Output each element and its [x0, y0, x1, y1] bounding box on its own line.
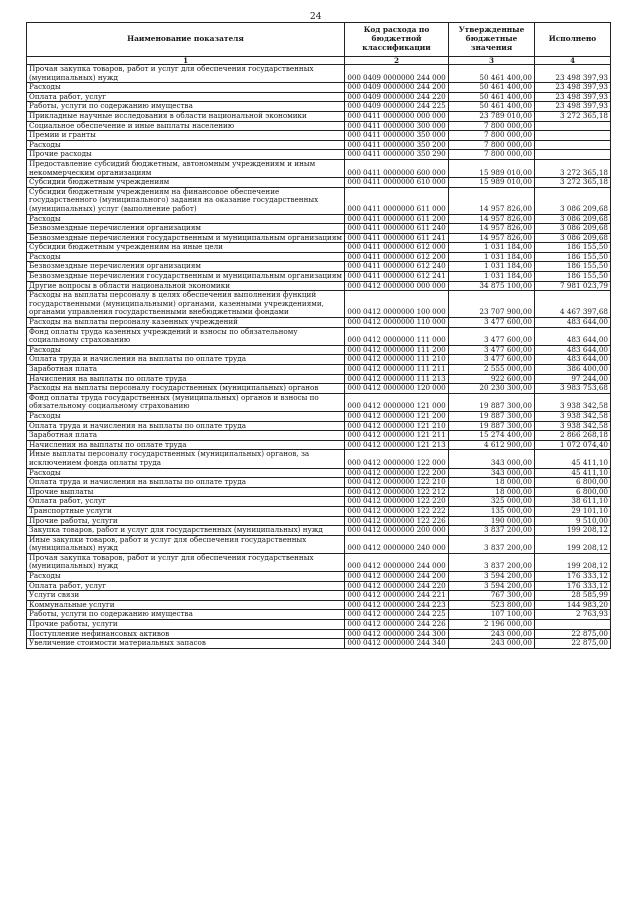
cell-executed: 3 272 365,18 — [535, 111, 611, 121]
cell-approved: 14 957 826,00 — [449, 224, 535, 234]
table-row — [27, 327, 611, 345]
cell-approved: 3 477 600,00 — [449, 318, 535, 328]
cell-code: 000 0412 0000000 121 213 — [345, 440, 449, 450]
cell-code: 000 0412 0000000 121 210 — [345, 421, 449, 431]
cell-code: 000 0411 0000000 300 000 — [345, 121, 449, 131]
cell-executed: 3 086 209,68 — [535, 187, 611, 214]
cell-name: Оплата труда и начисления на выплаты по оплате труда — [27, 478, 345, 488]
table-row — [27, 214, 611, 224]
cell-executed: 97 244,00 — [535, 374, 611, 384]
table-row — [27, 620, 611, 630]
header-approved: Утвержденные бюджетные значения — [449, 23, 535, 57]
cell-approved: 523 800,00 — [449, 600, 535, 610]
cell-approved: 50 461 400,00 — [449, 65, 535, 83]
cell-executed: 186 155,50 — [535, 262, 611, 272]
cell-approved: 15 989 010,00 — [449, 159, 535, 177]
cell-executed: 199 208,12 — [535, 526, 611, 536]
table-row — [27, 384, 611, 394]
cell-executed: 176 333,12 — [535, 581, 611, 591]
cell-code: 000 0411 0000000 612 200 — [345, 252, 449, 262]
cell-code: 000 0412 0000000 121 211 — [345, 431, 449, 441]
cell-executed: 3 983 753,68 — [535, 384, 611, 394]
cell-approved: 325 000,00 — [449, 497, 535, 507]
cell-code: 000 0412 0000000 122 212 — [345, 487, 449, 497]
cell-code: 000 0412 0000000 244 220 — [345, 581, 449, 591]
cell-name: Безвозмездные перечисления организациям — [27, 262, 345, 272]
cell-executed: 1 072 074,40 — [535, 440, 611, 450]
cell-name: Иные закупки товаров, работ и услуг для обеспечения государственных (муниципальных) нужд — [27, 535, 345, 553]
table-row — [27, 610, 611, 620]
table-row — [27, 581, 611, 591]
cell-approved: 190 000,00 — [449, 516, 535, 526]
cell-code: 000 0412 0000000 120 000 — [345, 384, 449, 394]
cell-name: Прочие работы, услуги — [27, 620, 345, 630]
cell-approved: 15 274 400,00 — [449, 431, 535, 441]
cell-executed: 3 086 209,68 — [535, 233, 611, 243]
cell-approved: 3 477 600,00 — [449, 345, 535, 355]
cell-executed: 28 585,99 — [535, 591, 611, 601]
cell-name: Фонд оплаты труда государственных (муниципальных) органов и взносы по обязательному социальному страхованию — [27, 393, 345, 411]
cell-name: Оплата работ, услуг — [27, 581, 345, 591]
cell-approved: 19 887 300,00 — [449, 421, 535, 431]
cell-name: Прочие выплаты — [27, 487, 345, 497]
cell-name: Расходы — [27, 572, 345, 582]
column-number: 2 — [345, 57, 449, 65]
column-number: 1 — [27, 57, 345, 65]
cell-executed: 186 155,50 — [535, 252, 611, 262]
cell-name: Социальное обеспечение и иные выплаты населению — [27, 121, 345, 131]
cell-code: 000 0412 0000000 100 000 — [345, 291, 449, 318]
cell-executed: 199 208,12 — [535, 535, 611, 553]
cell-name: Безвозмездные перечисления государственным и муниципальным организациям — [27, 272, 345, 282]
cell-approved: 50 461 400,00 — [449, 83, 535, 93]
cell-name: Начисления на выплаты по оплате труда — [27, 374, 345, 384]
cell-executed: 176 333,12 — [535, 572, 611, 582]
table-row — [27, 591, 611, 601]
cell-code: 000 0411 0000000 612 240 — [345, 262, 449, 272]
cell-code: 000 0409 0000000 244 000 — [345, 65, 449, 83]
cell-name: Другие вопросы в области национальной экономики — [27, 281, 345, 291]
page-number: 24 — [310, 12, 322, 22]
cell-executed: 6 800,00 — [535, 487, 611, 497]
cell-code: 000 0411 0000000 000 000 — [345, 111, 449, 121]
cell-name: Услуги связи — [27, 591, 345, 601]
cell-code: 000 0411 0000000 600 000 — [345, 159, 449, 177]
cell-executed: 2 866 268,18 — [535, 431, 611, 441]
cell-executed: 3 086 209,68 — [535, 224, 611, 234]
table-row — [27, 487, 611, 497]
table-row — [27, 393, 611, 411]
cell-code: 000 0411 0000000 611 240 — [345, 224, 449, 234]
cell-code: 000 0412 0000000 122 220 — [345, 497, 449, 507]
cell-name: Расходы — [27, 252, 345, 262]
table-row — [27, 365, 611, 375]
cell-name: Фонд оплаты труда казенных учреждений и взносы по обязательному социальному страхованию — [27, 327, 345, 345]
cell-name: Транспортные услуги — [27, 506, 345, 516]
cell-executed: 186 155,50 — [535, 243, 611, 253]
cell-approved: 15 989 010,00 — [449, 178, 535, 188]
cell-executed: 483 644,00 — [535, 327, 611, 345]
table-row — [27, 411, 611, 421]
header-executed: Исполнено — [535, 23, 611, 57]
column-number-row — [27, 57, 611, 65]
cell-approved: 3 477 600,00 — [449, 355, 535, 365]
cell-executed: 22 875,00 — [535, 639, 611, 649]
cell-name: Прочая закупка товаров, работ и услуг для обеспечения государственных (муниципальных) нужд — [27, 553, 345, 571]
cell-approved: 14 957 826,00 — [449, 214, 535, 224]
cell-name: Работы, услуги по содержанию имущества — [27, 610, 345, 620]
cell-name: Закупка товаров, работ и услуг для государственных (муниципальных) нужд — [27, 526, 345, 536]
cell-code: 000 0411 0000000 612 241 — [345, 272, 449, 282]
cell-approved: 243 000,00 — [449, 629, 535, 639]
cell-approved: 7 800 000,00 — [449, 140, 535, 150]
table-row — [27, 131, 611, 141]
cell-name: Иные выплаты персоналу государственных (муниципальных) органов, за исключением фонда оплаты труда — [27, 450, 345, 468]
cell-name: Поступление нефинансовых активов — [27, 629, 345, 639]
cell-name: Прочая закупка товаров, работ и услуг для обеспечения государственных (муниципальных) нужд — [27, 65, 345, 83]
cell-code: 000 0412 0000000 122 000 — [345, 450, 449, 468]
table-row — [27, 600, 611, 610]
cell-code: 000 0412 0000000 122 210 — [345, 478, 449, 488]
table-row — [27, 272, 611, 282]
cell-approved: 767 300,00 — [449, 591, 535, 601]
cell-name: Работы, услуги по содержанию имущества — [27, 102, 345, 112]
cell-approved: 343 000,00 — [449, 450, 535, 468]
cell-name: Прикладные научные исследования в области национальной экономики — [27, 111, 345, 121]
cell-name: Субсидии бюджетным учреждениям на иные цели — [27, 243, 345, 253]
table-row — [27, 431, 611, 441]
table-row — [27, 526, 611, 536]
cell-executed: 3 086 209,68 — [535, 214, 611, 224]
cell-code: 000 0412 0000000 000 000 — [345, 281, 449, 291]
cell-code: 000 0411 0000000 611 200 — [345, 214, 449, 224]
cell-approved: 922 600,00 — [449, 374, 535, 384]
cell-approved: 3 594 200,00 — [449, 581, 535, 591]
table-row — [27, 224, 611, 234]
cell-code: 000 0412 0000000 244 300 — [345, 629, 449, 639]
cell-executed: 483 644,00 — [535, 355, 611, 365]
cell-code: 000 0412 0000000 111 213 — [345, 374, 449, 384]
cell-name: Расходы — [27, 411, 345, 421]
table-row — [27, 252, 611, 262]
cell-approved: 7 800 000,00 — [449, 131, 535, 141]
cell-code: 000 0412 0000000 240 000 — [345, 535, 449, 553]
table-row — [27, 629, 611, 639]
table-row — [27, 318, 611, 328]
cell-executed — [535, 620, 611, 630]
cell-executed: 23 498 397,93 — [535, 83, 611, 93]
column-number: 3 — [449, 57, 535, 65]
cell-approved: 50 461 400,00 — [449, 102, 535, 112]
cell-approved: 19 887 300,00 — [449, 393, 535, 411]
cell-name: Оплата работ, услуг — [27, 497, 345, 507]
cell-executed: 9 510,00 — [535, 516, 611, 526]
table-row — [27, 92, 611, 102]
cell-code: 000 0412 0000000 110 000 — [345, 318, 449, 328]
table-row — [27, 178, 611, 188]
cell-approved: 18 000,00 — [449, 478, 535, 488]
cell-name: Заработная плата — [27, 431, 345, 441]
cell-approved: 23 707 900,00 — [449, 291, 535, 318]
table-body — [27, 65, 611, 649]
table-row — [27, 535, 611, 553]
cell-executed: 3 938 342,58 — [535, 393, 611, 411]
table-row — [27, 187, 611, 214]
cell-approved: 3 477 600,00 — [449, 327, 535, 345]
budget-execution-table — [26, 22, 611, 649]
table-row — [27, 450, 611, 468]
cell-approved: 343 000,00 — [449, 468, 535, 478]
cell-code: 000 0412 0000000 244 223 — [345, 600, 449, 610]
cell-executed: 22 875,00 — [535, 629, 611, 639]
table-row — [27, 121, 611, 131]
cell-approved: 2 196 000,00 — [449, 620, 535, 630]
cell-executed: 29 101,10 — [535, 506, 611, 516]
cell-code: 000 0412 0000000 122 226 — [345, 516, 449, 526]
table-row — [27, 291, 611, 318]
cell-code: 000 0412 0000000 244 000 — [345, 553, 449, 571]
cell-approved: 243 000,00 — [449, 639, 535, 649]
cell-name: Расходы — [27, 345, 345, 355]
cell-code: 000 0412 0000000 111 211 — [345, 365, 449, 375]
table-row — [27, 355, 611, 365]
cell-name: Расходы — [27, 140, 345, 150]
cell-name: Коммунальные услуги — [27, 600, 345, 610]
cell-code: 000 0412 0000000 244 226 — [345, 620, 449, 630]
cell-executed: 3 938 342,58 — [535, 421, 611, 431]
cell-approved: 7 800 000,00 — [449, 150, 535, 160]
cell-executed: 6 800,00 — [535, 478, 611, 488]
cell-approved: 1 031 184,00 — [449, 252, 535, 262]
cell-approved: 2 555 000,00 — [449, 365, 535, 375]
cell-code: 000 0411 0000000 611 000 — [345, 187, 449, 214]
cell-approved: 3 594 200,00 — [449, 572, 535, 582]
header-name: Наименование показателя — [27, 23, 345, 57]
cell-code: 000 0411 0000000 350 290 — [345, 150, 449, 160]
cell-executed: 23 498 397,93 — [535, 92, 611, 102]
cell-code: 000 0411 0000000 350 200 — [345, 140, 449, 150]
cell-approved: 1 031 184,00 — [449, 262, 535, 272]
cell-executed: 4 467 397,68 — [535, 291, 611, 318]
table-row — [27, 497, 611, 507]
table-row — [27, 572, 611, 582]
cell-name: Оплата труда и начисления на выплаты по оплате труда — [27, 421, 345, 431]
cell-name: Увеличение стоимости материальных запасов — [27, 639, 345, 649]
cell-code: 000 0412 0000000 244 221 — [345, 591, 449, 601]
cell-executed: 2 763,93 — [535, 610, 611, 620]
cell-name: Расходы на выплаты персоналу казенных учреждений — [27, 318, 345, 328]
cell-approved: 7 800 000,00 — [449, 121, 535, 131]
cell-executed: 45 411,10 — [535, 450, 611, 468]
cell-name: Заработная плата — [27, 365, 345, 375]
table-row — [27, 421, 611, 431]
cell-code: 000 0412 0000000 122 222 — [345, 506, 449, 516]
cell-executed: 7 981 023,79 — [535, 281, 611, 291]
cell-name: Начисления на выплаты по оплате труда — [27, 440, 345, 450]
cell-executed: 3 272 365,18 — [535, 159, 611, 177]
cell-executed: 483 644,00 — [535, 318, 611, 328]
cell-executed: 45 411,10 — [535, 468, 611, 478]
cell-name: Расходы на выплаты персоналу государственных (муниципальных) органов — [27, 384, 345, 394]
table-row — [27, 233, 611, 243]
cell-code: 000 0412 0000000 111 000 — [345, 327, 449, 345]
cell-name: Расходы — [27, 214, 345, 224]
table-row — [27, 262, 611, 272]
cell-code: 000 0409 0000000 244 225 — [345, 102, 449, 112]
table-row — [27, 506, 611, 516]
table-row — [27, 374, 611, 384]
cell-code: 000 0409 0000000 244 220 — [345, 92, 449, 102]
cell-code: 000 0412 0000000 200 000 — [345, 526, 449, 536]
cell-name: Прочие работы, услуги — [27, 516, 345, 526]
cell-approved: 135 000,00 — [449, 506, 535, 516]
cell-code: 000 0411 0000000 350 000 — [345, 131, 449, 141]
cell-code: 000 0412 0000000 121 200 — [345, 411, 449, 421]
cell-name: Субсидии бюджетным учреждениям на финансовое обеспечение государственного (муниципального) задания на оказание государственных (муниципальных) услуг (выполнение работ) — [27, 187, 345, 214]
table-header-row — [27, 23, 611, 57]
cell-executed: 3 272 365,18 — [535, 178, 611, 188]
cell-approved: 14 957 826,00 — [449, 187, 535, 214]
cell-executed: 23 498 397,93 — [535, 102, 611, 112]
cell-approved: 34 875 100,00 — [449, 281, 535, 291]
cell-name: Оплата работ, услуг — [27, 92, 345, 102]
cell-name: Оплата труда и начисления на выплаты по оплате труда — [27, 355, 345, 365]
table-row — [27, 440, 611, 450]
cell-approved: 14 957 826,00 — [449, 233, 535, 243]
cell-approved: 3 837 200,00 — [449, 526, 535, 536]
cell-code: 000 0412 0000000 244 225 — [345, 610, 449, 620]
table-row — [27, 468, 611, 478]
cell-code: 000 0412 0000000 111 200 — [345, 345, 449, 355]
cell-code: 000 0409 0000000 244 200 — [345, 83, 449, 93]
cell-executed: 23 498 397,93 — [535, 65, 611, 83]
cell-code: 000 0412 0000000 111 210 — [345, 355, 449, 365]
table-row — [27, 140, 611, 150]
cell-executed — [535, 121, 611, 131]
table-row — [27, 83, 611, 93]
table-row — [27, 639, 611, 649]
header-code: Код расхода по бюджетной классификации — [345, 23, 449, 57]
table-row — [27, 345, 611, 355]
cell-name: Расходы — [27, 83, 345, 93]
cell-approved: 23 789 010,00 — [449, 111, 535, 121]
cell-executed: 186 155,50 — [535, 272, 611, 282]
cell-approved: 3 837 200,00 — [449, 535, 535, 553]
table-row — [27, 478, 611, 488]
cell-approved: 107 100,00 — [449, 610, 535, 620]
cell-code: 000 0412 0000000 244 340 — [345, 639, 449, 649]
table-row — [27, 102, 611, 112]
cell-executed: 3 938 342,58 — [535, 411, 611, 421]
cell-executed: 38 611,10 — [535, 497, 611, 507]
cell-executed: 386 400,00 — [535, 365, 611, 375]
cell-code: 000 0412 0000000 121 000 — [345, 393, 449, 411]
table-row — [27, 553, 611, 571]
cell-name: Предоставление субсидий бюджетным, автономным учреждениям и иным некоммерческим организациям — [27, 159, 345, 177]
cell-name: Безвозмездные перечисления организациям — [27, 224, 345, 234]
cell-code: 000 0412 0000000 244 200 — [345, 572, 449, 582]
cell-name: Безвозмездные перечисления государственным и муниципальным организациям — [27, 233, 345, 243]
table-row — [27, 159, 611, 177]
cell-approved: 1 031 184,00 — [449, 243, 535, 253]
cell-name: Расходы на выплаты персоналу в целях обеспечения выполнения функций государственными (муниципальными) органами, казенными учреждениями, органами управления государственными внебюджетными фондами — [27, 291, 345, 318]
cell-approved: 18 000,00 — [449, 487, 535, 497]
cell-executed — [535, 131, 611, 141]
cell-executed: 199 208,12 — [535, 553, 611, 571]
cell-executed: 483 644,00 — [535, 345, 611, 355]
cell-approved: 19 887 300,00 — [449, 411, 535, 421]
cell-executed — [535, 140, 611, 150]
table-row — [27, 65, 611, 83]
cell-code: 000 0411 0000000 610 000 — [345, 178, 449, 188]
cell-name: Расходы — [27, 468, 345, 478]
cell-approved: 4 612 900,00 — [449, 440, 535, 450]
cell-executed: 144 983,20 — [535, 600, 611, 610]
cell-executed — [535, 150, 611, 160]
cell-approved: 50 461 400,00 — [449, 92, 535, 102]
table-row — [27, 150, 611, 160]
cell-name: Премии и гранты — [27, 131, 345, 141]
cell-name: Прочие расходы — [27, 150, 345, 160]
cell-name: Субсидии бюджетным учреждениям — [27, 178, 345, 188]
cell-approved: 3 837 200,00 — [449, 553, 535, 571]
cell-code: 000 0412 0000000 122 200 — [345, 468, 449, 478]
table-row — [27, 243, 611, 253]
cell-code: 000 0411 0000000 612 000 — [345, 243, 449, 253]
cell-code: 000 0411 0000000 611 241 — [345, 233, 449, 243]
column-number: 4 — [535, 57, 611, 65]
cell-approved: 1 031 184,00 — [449, 272, 535, 282]
table-row — [27, 111, 611, 121]
cell-approved: 20 230 300,00 — [449, 384, 535, 394]
table-row — [27, 281, 611, 291]
table-row — [27, 516, 611, 526]
